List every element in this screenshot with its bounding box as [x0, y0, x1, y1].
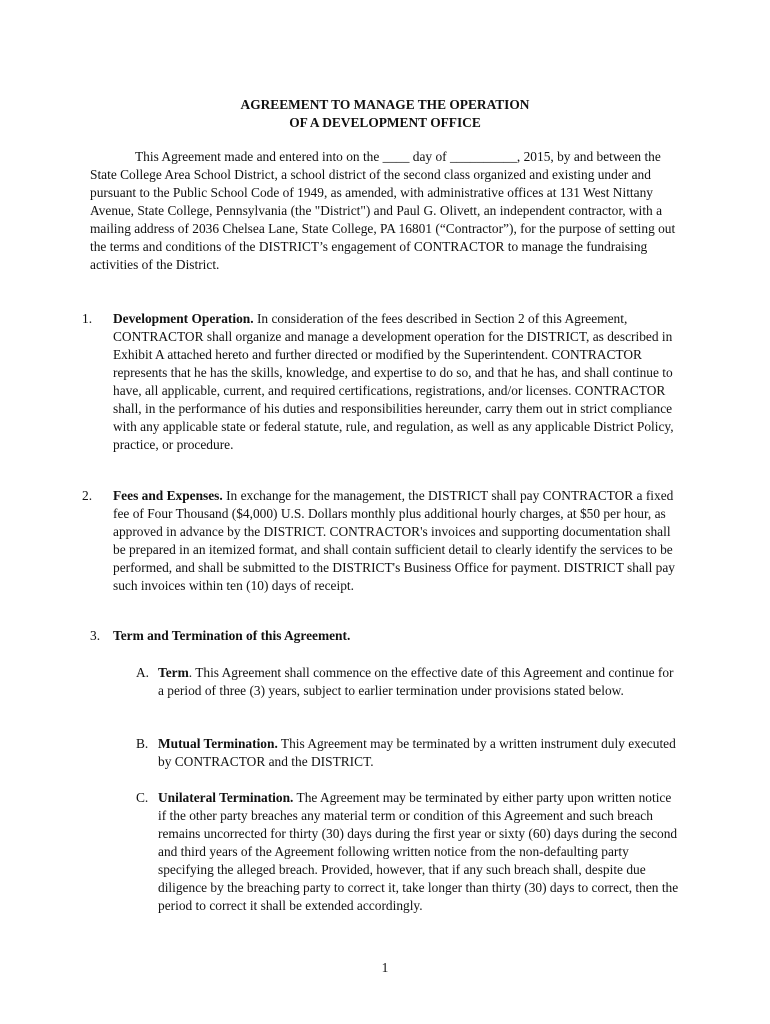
document-title	[0, 96, 770, 131]
subsection-b-heading: Mutual Termination.	[158, 736, 278, 751]
subsection-a-paragraph	[158, 664, 680, 700]
subsection-a-letter: A.	[136, 665, 150, 680]
subsection-c-letter: C.	[136, 790, 149, 805]
subsection-b-letter: B.	[136, 736, 149, 751]
page-number: 1	[381, 960, 389, 975]
section-2-paragraph	[113, 487, 679, 595]
subsection-a-heading: Term	[158, 665, 189, 680]
subsection-b-paragraph	[158, 735, 680, 771]
section-3-heading: Term and Termination of this Agreement.	[113, 628, 351, 643]
section-1-number: 1.	[82, 311, 93, 326]
section-3-number: 3.	[90, 628, 101, 643]
subsection-c-heading: Unilateral Termination.	[158, 790, 294, 805]
section-1-heading: Development Operation.	[113, 311, 254, 326]
intro-paragraph: This Agreement made and entered into on the ____ day of __________, 2015, by and between the State College Area School District, a school district of the second class organized and existing under and pursuant to the Public School Code of 1949, as amended, with administrative offices at 131 West Nittany Avenue, State College, Pennsylvania (the "District") and Paul G. Olivett, an independent contractor, with a mailing address of 2036 Chelsea Lane, State College, PA 16801 (“Contractor”), for the purpose of setting out the terms and conditions of the DISTRICT’s engagement of CONTRACTOR to manage the fundraising activities of the District.	[90, 149, 676, 272]
section-1-paragraph	[113, 310, 679, 454]
section-1-text: In consideration of the fees described in Section 2 of this Agreement, CONTRACTOR shall organize and manage a development operation for the DISTRICT, as described in Exhibit A attached hereto and further directed or modified by the Superintendent. CONTRACTOR represents that he has the skills, knowledge, and expertise to do so, and that he has, and shall continue to have, all applicable, current, and required certifications, registrations, and/or licenses. CONTRACTOR shall, in the performance of his duties and responsibilities hereunder, carry them out in strict compliance with any applicable state or federal statute, rule, and regulation, as well as any applicable District Policy, practice, or procedure.	[113, 311, 674, 452]
subsection-a-text: . This Agreement shall commence on the effective date of this Agreement and continue for a period of three (3) years, subject to earlier termination under provisions stated below.	[158, 665, 674, 698]
subsection-b-text: This Agreement may be terminated by a written instrument duly executed by CONTRACTOR and the DISTRICT.	[158, 736, 676, 769]
title-line-1: AGREEMENT TO MANAGE THE OPERATION	[240, 97, 530, 112]
subsection-c-paragraph	[158, 789, 680, 915]
section-2-heading: Fees and Expenses.	[113, 488, 223, 503]
subsection-c-text: The Agreement may be terminated by either party upon written notice if the other party breaches any material term or condition of this Agreement and such breach remains uncorrected for thirty (30) days during the first year or sixty (60) days during the second and third years of the Agreement following written notice from the non-defaulting party specifying the alleged breach. Provided, however, that if any such breach shall, despite due diligence by the breaching party to correct it, take longer than thirty (30) days to correct, then the period to correct it shall be extended accordingly.	[158, 790, 679, 913]
title-line-2: OF A DEVELOPMENT OFFICE	[289, 114, 481, 130]
section-2-text: In exchange for the management, the DISTRICT shall pay CONTRACTOR a fixed fee of Four Thousand ($4,000) U.S. Dollars monthly plus additional hourly charges, at $50 per hour, as approved in advance by the DISTRICT. CONTRACTOR's invoices and supporting documentation shall be prepared in an itemized format, and shall contain sufficient detail to clearly identify the services to be performed, and shall be submitted to the DISTRICT's Business Office for payment. DISTRICT shall pay such invoices within ten (10) days of receipt.	[113, 488, 676, 593]
section-2-number: 2.	[82, 488, 93, 503]
